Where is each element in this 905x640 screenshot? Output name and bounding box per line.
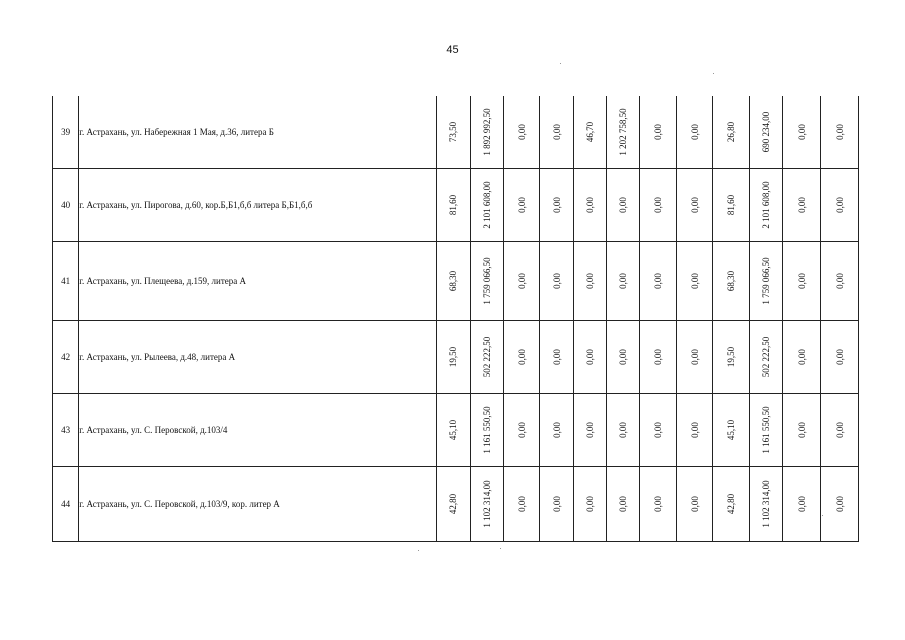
value-cell <box>503 169 539 242</box>
value-cell <box>437 394 470 467</box>
value-cell <box>640 242 676 321</box>
value-text: 0,00 <box>516 197 527 213</box>
value-cell <box>713 96 749 169</box>
value-text: 0,00 <box>653 496 664 512</box>
value-text: 0,00 <box>584 197 595 213</box>
row-number: 40 <box>53 169 79 242</box>
value-text: 2 101 608,00 <box>760 181 771 229</box>
value-text: 0,00 <box>834 124 845 140</box>
value-cell <box>573 467 606 542</box>
value-cell <box>640 394 676 467</box>
value-text: 0,00 <box>796 349 807 365</box>
value-cell <box>503 96 539 169</box>
value-cell <box>749 394 782 467</box>
value-text: 68,30 <box>725 270 736 292</box>
value-cell <box>749 321 782 394</box>
value-text: 0,00 <box>689 349 700 365</box>
table-row <box>53 394 859 467</box>
value-cell <box>503 242 539 321</box>
address-cell: г. Астрахань, ул. Плещеева, д.159, литера А <box>79 242 437 321</box>
value-text: 0,00 <box>689 422 700 438</box>
table-row <box>53 242 859 321</box>
value-cell <box>573 394 606 467</box>
value-text: 2 101 608,00 <box>481 181 492 229</box>
row-number: 43 <box>53 394 79 467</box>
value-cell <box>713 169 749 242</box>
row-number: 42 <box>53 321 79 394</box>
value-text: 1 759 066,50 <box>760 257 771 305</box>
value-text: 0,00 <box>584 349 595 365</box>
value-text: 0,00 <box>551 349 562 365</box>
value-cell <box>676 394 712 467</box>
value-text: 68,30 <box>448 270 459 292</box>
value-text: 0,00 <box>689 273 700 289</box>
value-text: 45,10 <box>725 419 736 441</box>
value-text: 0,00 <box>689 496 700 512</box>
value-text: 0,00 <box>653 197 664 213</box>
value-text: 0,00 <box>618 349 629 365</box>
value-cell <box>573 169 606 242</box>
value-text: 81,60 <box>725 194 736 216</box>
value-cell <box>607 242 640 321</box>
value-cell <box>821 467 859 542</box>
value-text: 0,00 <box>618 422 629 438</box>
value-cell <box>540 242 573 321</box>
value-text: 1 161 550,50 <box>481 406 492 454</box>
value-text: 1 102 314,00 <box>760 480 771 528</box>
value-text: 1 161 550,50 <box>760 406 771 454</box>
value-text: 0,00 <box>653 422 664 438</box>
value-text: 0,00 <box>551 273 562 289</box>
value-text: 0,00 <box>618 273 629 289</box>
value-text: 0,00 <box>551 422 562 438</box>
table-row <box>53 467 859 542</box>
value-cell <box>821 321 859 394</box>
value-cell <box>540 394 573 467</box>
value-cell <box>437 467 470 542</box>
value-cell <box>713 394 749 467</box>
value-cell <box>783 169 821 242</box>
value-cell <box>640 321 676 394</box>
value-text: 45,10 <box>448 419 459 441</box>
value-text: 0,00 <box>796 496 807 512</box>
value-text: 0,00 <box>796 197 807 213</box>
address-cell: г. Астрахань, ул. С. Перовской, д.103/9, кор. литер А <box>79 467 437 542</box>
value-text: 1 759 066,50 <box>481 257 492 305</box>
value-cell <box>749 169 782 242</box>
page-number: 45 <box>446 44 459 56</box>
value-text: 0,00 <box>796 273 807 289</box>
value-text: 81,60 <box>448 194 459 216</box>
value-cell <box>503 394 539 467</box>
value-cell <box>470 169 503 242</box>
value-text: 26,80 <box>725 121 736 143</box>
value-cell <box>540 321 573 394</box>
value-text: 0,00 <box>653 273 664 289</box>
value-cell <box>607 96 640 169</box>
value-text: 0,00 <box>551 496 562 512</box>
value-text: 0,00 <box>516 349 527 365</box>
value-cell <box>540 96 573 169</box>
value-text: 0,00 <box>516 496 527 512</box>
value-cell <box>640 467 676 542</box>
value-cell <box>749 96 782 169</box>
value-text: 0,00 <box>834 496 845 512</box>
value-cell <box>749 242 782 321</box>
value-cell <box>437 96 470 169</box>
value-cell <box>640 169 676 242</box>
value-text: 73,50 <box>448 121 459 143</box>
value-text: 0,00 <box>834 273 845 289</box>
value-cell <box>783 467 821 542</box>
value-cell <box>676 321 712 394</box>
value-cell <box>783 242 821 321</box>
value-text: 0,00 <box>516 422 527 438</box>
register-table <box>52 96 859 542</box>
value-cell <box>749 467 782 542</box>
value-cell <box>821 96 859 169</box>
value-text: 0,00 <box>796 124 807 140</box>
value-text: 690 234,00 <box>760 111 771 153</box>
value-cell <box>607 467 640 542</box>
value-text: 0,00 <box>584 422 595 438</box>
value-text: 1 102 314,00 <box>481 480 492 528</box>
value-text: 0,00 <box>618 197 629 213</box>
value-cell <box>783 394 821 467</box>
value-text: 46,70 <box>584 121 595 143</box>
value-cell <box>573 96 606 169</box>
value-cell <box>640 96 676 169</box>
address-cell: г. Астрахань, ул. Пирогова, д.60, кор.Б,Б1,б,б литера Б,Б1,б,б <box>79 169 437 242</box>
value-cell <box>437 242 470 321</box>
value-cell <box>470 242 503 321</box>
table-row <box>53 321 859 394</box>
value-cell <box>607 169 640 242</box>
row-number: 39 <box>53 96 79 169</box>
value-text: 19,50 <box>448 346 459 368</box>
value-cell <box>607 321 640 394</box>
value-cell <box>470 321 503 394</box>
value-text: 0,00 <box>551 197 562 213</box>
value-cell <box>470 394 503 467</box>
value-cell <box>821 242 859 321</box>
value-text: 0,00 <box>689 124 700 140</box>
value-text: 42,80 <box>448 493 459 515</box>
table-row <box>53 169 859 242</box>
value-text: 0,00 <box>834 197 845 213</box>
value-cell <box>503 321 539 394</box>
value-cell <box>821 394 859 467</box>
value-cell <box>470 467 503 542</box>
row-number: 44 <box>53 467 79 542</box>
value-cell <box>713 467 749 542</box>
value-cell <box>437 321 470 394</box>
value-cell <box>783 321 821 394</box>
value-text: 0,00 <box>653 124 664 140</box>
row-number: 41 <box>53 242 79 321</box>
value-cell <box>540 467 573 542</box>
value-text: 1 202 758,50 <box>618 108 629 156</box>
value-text: 502 222,50 <box>760 336 771 378</box>
value-cell <box>573 321 606 394</box>
value-cell <box>607 394 640 467</box>
value-text: 0,00 <box>516 124 527 140</box>
address-cell: г. Астрахань, ул. Рылеева, д.48, литера А <box>79 321 437 394</box>
value-text: 19,50 <box>725 346 736 368</box>
value-cell <box>783 96 821 169</box>
value-cell <box>437 169 470 242</box>
value-cell <box>676 96 712 169</box>
value-cell <box>713 321 749 394</box>
value-cell <box>470 96 503 169</box>
value-text: 0,00 <box>618 496 629 512</box>
address-cell: г. Астрахань, ул. Набережная 1 Мая, д.36, литера Б <box>79 96 437 169</box>
value-text: 1 892 992,50 <box>481 108 492 156</box>
value-text: 0,00 <box>584 496 595 512</box>
value-text: 0,00 <box>834 422 845 438</box>
value-cell <box>713 242 749 321</box>
value-cell <box>676 242 712 321</box>
value-cell <box>503 467 539 542</box>
value-cell <box>540 169 573 242</box>
value-text: 0,00 <box>796 422 807 438</box>
value-text: 0,00 <box>516 273 527 289</box>
address-cell: г. Астрахань, ул. С. Перовской, д.103/4 <box>79 394 437 467</box>
value-text: 502 222,50 <box>481 336 492 378</box>
value-text: 42,80 <box>725 493 736 515</box>
value-text: 0,00 <box>689 197 700 213</box>
value-cell <box>573 242 606 321</box>
value-text: 0,00 <box>584 273 595 289</box>
value-text: 0,00 <box>653 349 664 365</box>
value-cell <box>821 169 859 242</box>
value-cell <box>676 169 712 242</box>
value-cell <box>676 467 712 542</box>
value-text: 0,00 <box>551 124 562 140</box>
table-row <box>53 96 859 169</box>
value-text: 0,00 <box>834 349 845 365</box>
